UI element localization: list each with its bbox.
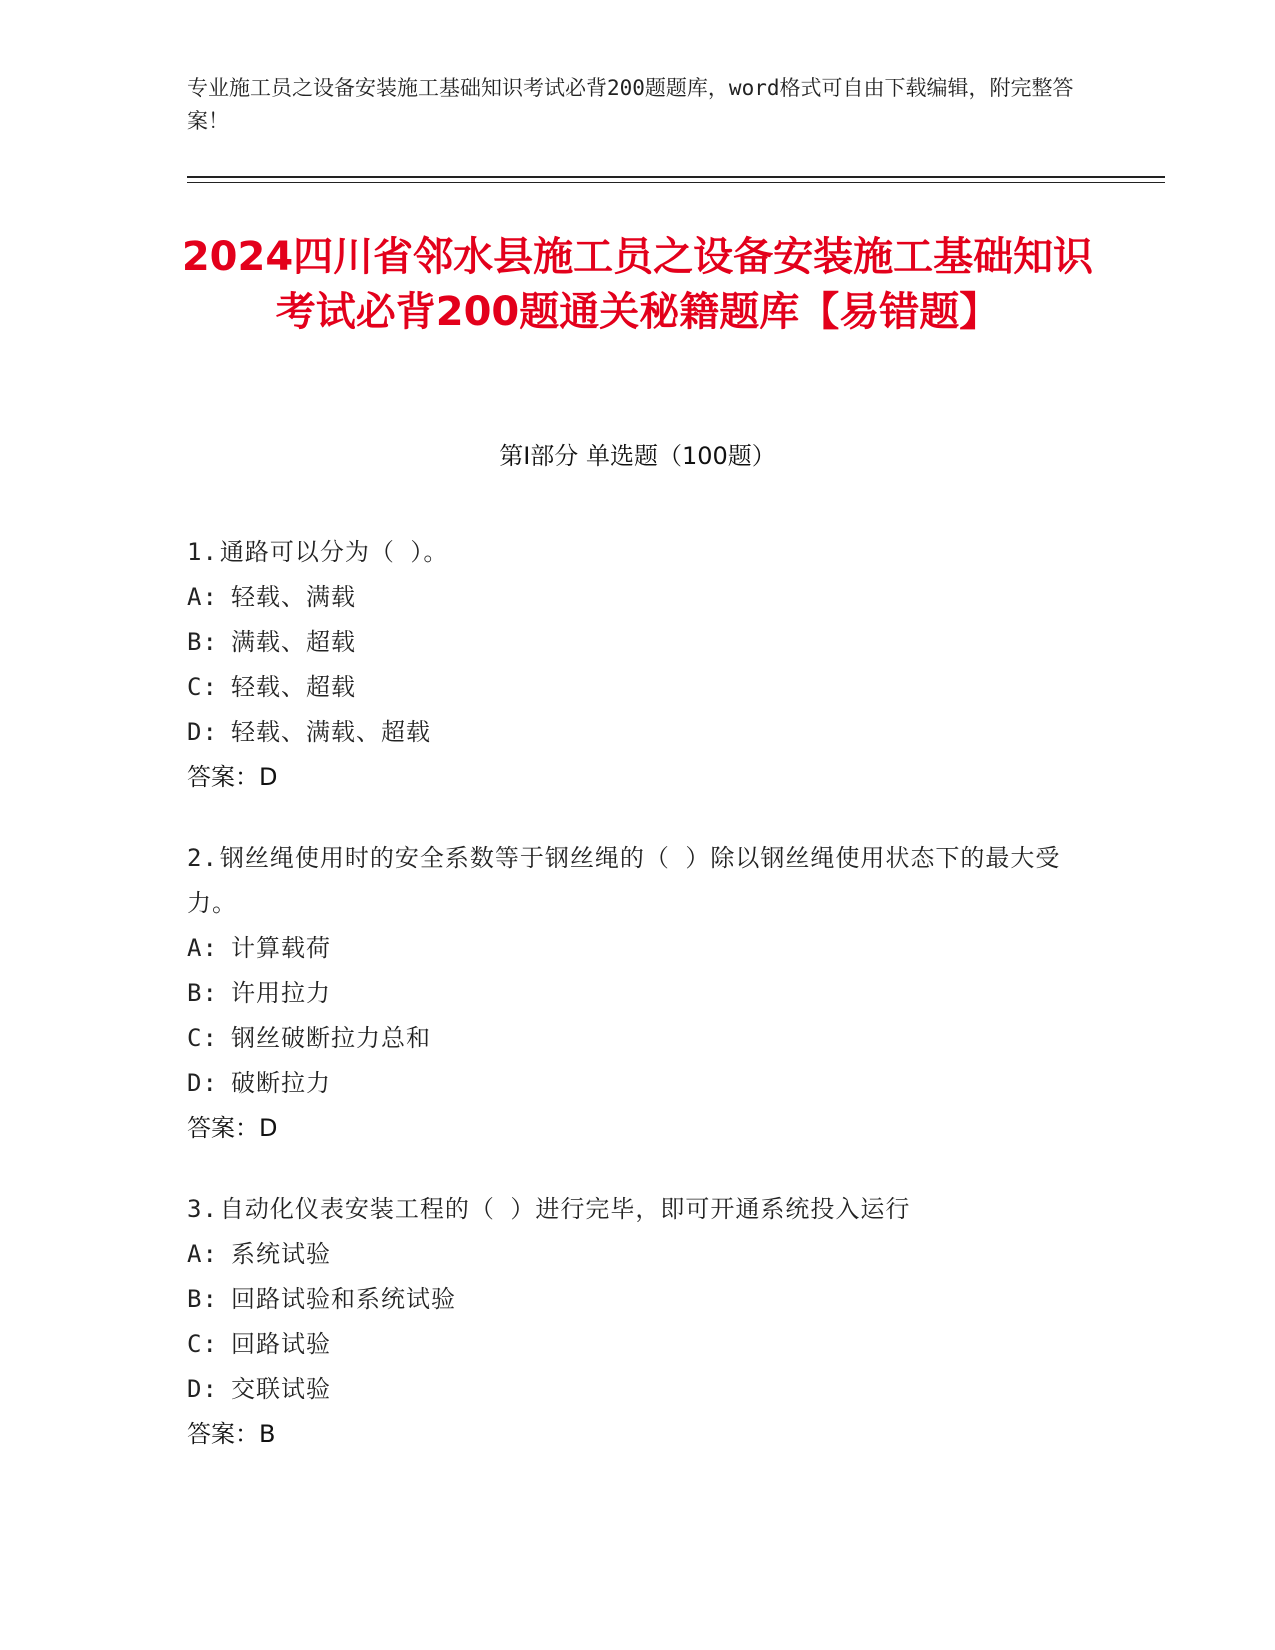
option-letter: D:	[187, 1069, 218, 1097]
option-text: 计算载荷	[231, 934, 331, 962]
option-c	[187, 1322, 1087, 1367]
question-stem	[187, 530, 1087, 575]
question-list	[187, 530, 1087, 1493]
answer-label: 答案：	[187, 1114, 259, 1142]
option-b	[187, 1277, 1087, 1322]
option-letter: A:	[187, 934, 218, 962]
question-text: 钢丝绳使用时的安全系数等于钢丝绳的（ ）除以钢丝绳使用状态下的最大受力。	[187, 844, 1061, 917]
option-text: 回路试验和系统试验	[231, 1285, 456, 1313]
option-a	[187, 1232, 1087, 1277]
option-letter: C:	[187, 673, 218, 701]
answer-value: D	[259, 763, 278, 791]
option-d	[187, 1061, 1087, 1106]
option-text: 轻载、超载	[231, 673, 356, 701]
answer-value: B	[259, 1420, 276, 1448]
question-text: 通路可以分为（ ）。	[219, 538, 449, 566]
option-text: 轻载、满载	[231, 583, 356, 611]
answer-label: 答案：	[187, 763, 259, 791]
option-text: 交联试验	[231, 1375, 331, 1403]
question-number: 1.	[187, 538, 218, 566]
option-b	[187, 971, 1087, 1016]
option-d	[187, 710, 1087, 755]
option-letter: B:	[187, 1285, 218, 1313]
header-note: 专业施工员之设备安装施工基础知识考试必背200题题库，word格式可自由下载编辑，附完整答案！	[187, 76, 1074, 133]
header-divider-thick	[187, 176, 1165, 178]
question-number: 3.	[187, 1195, 218, 1223]
option-text: 钢丝破断拉力总和	[231, 1024, 431, 1052]
option-letter: C:	[187, 1330, 218, 1358]
answer-label: 答案：	[187, 1420, 259, 1448]
option-a	[187, 926, 1087, 971]
section-title: 第I部分 单选题（100题）	[499, 442, 776, 470]
question-3	[187, 1187, 1087, 1457]
option-letter: A:	[187, 583, 218, 611]
option-a	[187, 575, 1087, 620]
option-text: 轻载、满载、超载	[231, 718, 431, 746]
question-stem	[187, 836, 1087, 926]
question-number: 2.	[187, 844, 218, 872]
option-letter: A:	[187, 1240, 218, 1268]
option-b	[187, 620, 1087, 665]
option-letter: B:	[187, 979, 218, 1007]
option-letter: C:	[187, 1024, 218, 1052]
option-text: 回路试验	[231, 1330, 331, 1358]
option-text: 许用拉力	[231, 979, 331, 1007]
option-letter: B:	[187, 628, 218, 656]
option-text: 破断拉力	[231, 1069, 331, 1097]
header-divider-thin	[187, 182, 1165, 183]
question-1	[187, 530, 1087, 800]
answer-line	[187, 1412, 1087, 1457]
option-c	[187, 1016, 1087, 1061]
question-text: 自动化仪表安装工程的（ ）进行完毕，即可开通系统投入运行	[219, 1195, 911, 1223]
question-stem	[187, 1187, 1087, 1232]
answer-line	[187, 755, 1087, 800]
option-letter: D:	[187, 718, 218, 746]
answer-line	[187, 1106, 1087, 1151]
option-d	[187, 1367, 1087, 1412]
option-letter: D:	[187, 1375, 218, 1403]
option-c	[187, 665, 1087, 710]
document-title: 2024四川省邻水县施工员之设备安装施工基础知识考试必背200题通关秘籍题库【易错题】	[181, 234, 1094, 335]
answer-value: D	[259, 1114, 278, 1142]
question-2	[187, 836, 1087, 1151]
option-text: 系统试验	[231, 1240, 331, 1268]
option-text: 满载、超载	[231, 628, 356, 656]
